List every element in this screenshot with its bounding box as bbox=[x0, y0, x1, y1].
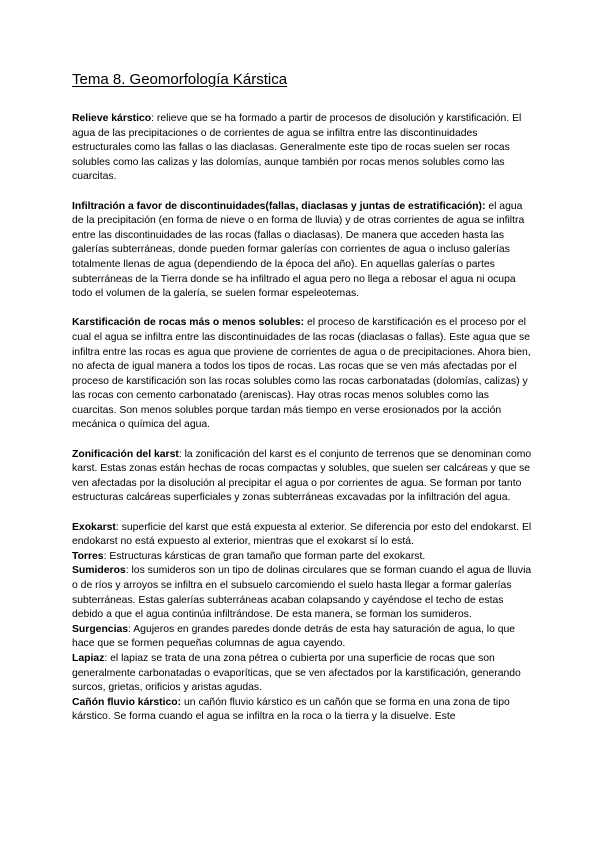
term-label: Lapiaz bbox=[72, 652, 105, 664]
glossary-surgencias bbox=[72, 623, 532, 652]
term-label: Zonificación del karst bbox=[72, 448, 179, 460]
paragraph-text: : relieve que se ha formado a partir de procesos de disolución y karstificación. El agua de las precipitaciones o de corrientes de agua se infiltra entre las discontinuidades estructurales como las fallas o las diaclasas. Generalmente este tipo de rocas suelen ser rocas solubles como las calizas y las dolomías, aunque también por rocas menos solubles como las cuarcitas. bbox=[72, 113, 522, 183]
glossary-canon-fluvio-karstico bbox=[72, 696, 532, 725]
term-label: Exokarst bbox=[72, 521, 116, 533]
term-label: Relieve kárstico bbox=[72, 113, 152, 124]
term-label: Cañón fluvio kárstico: bbox=[72, 696, 182, 708]
paragraph-text: : la zonificación del karst es el conjunto de terrenos que se denominan como karst. Estas zonas están hechas de rocas compactas y solubles, que suelen ser calcáreas y que se ven afectadas por la disolución al precipitar el agua o por corrientes de agua. Se forman por tanto estructuras calcáreas superficiales y zonas subterráneas excavadas por la infiltración del agua. bbox=[72, 448, 532, 504]
term-label: Karstificación de rocas más o menos solubles: bbox=[72, 317, 305, 329]
glossary-sumideros bbox=[72, 564, 532, 622]
glossary-text: : los sumideros son un tipo de dolinas circulares que se forman cuando el agua de lluvia o de ríos y arroyos se infiltra en el subsuelo carcomiendo el suelo hasta llegar a formar galerías subterráneas. Estas galerías subterráneas acaban colapsando y cayéndose el techo de estas debido a que el agua continúa infiltrándose. De esta manera, se forman los sumideros. bbox=[72, 565, 532, 621]
glossary-lapiaz bbox=[72, 652, 532, 696]
term-label: Infiltración a favor de discontinuidades(fallas, diaclasas y juntas de estratificación): bbox=[72, 200, 486, 212]
glossary-exokarst bbox=[72, 521, 532, 550]
glossary-text: : Estructuras kársticas de gran tamaño que forman parte del exokarst. bbox=[103, 550, 426, 562]
glossary-torres bbox=[72, 550, 532, 565]
paragraph-relieve-karstico bbox=[72, 112, 532, 185]
paragraph-text: el proceso de karstificación es el proceso por el cual el agua se infiltra entre las discontinuidades de las rocas (diaclasas o fallas). Este agua que se infiltra entre las rocas es agua que proviene de corrientes de agua o de precipitaciones. Ahora bien, no afecta de igual manera a todos los tipos de rocas. Las rocas que se ven más afectadas por el proceso de karstificación son las rocas solubles como las rocas carbonatadas (dolomías, calizas) y las rocas con cemento carbonatado (areniscas). Hay otras rocas menos solubles como las cuarcitas. Son menos solubles porque tardan más tiempo en verse erosionados por la acción mecánica o química del agua. bbox=[72, 317, 531, 431]
term-label: Torres bbox=[72, 550, 104, 562]
glossary-text: un cañón fluvio kárstico es un cañón que se forma en una zona de tipo kárstico. Se forma cuando el agua se infiltra en la roca o la tierra y la disuelve. Este bbox=[72, 696, 510, 723]
paragraph-text: el agua de la precipitación (en forma de nieve o en forma de lluvia) y de otras corrientes de agua se infiltra entre las discontinuidades de las rocas (fallas o diaclasas). De manera que acceden hasta las galerías subterráneas, donde pueden formar galerías con corrientes de agua o incluso galerías totalmente llenas de agua (dependiendo de la época del año). En aquellas galerías o partes subterráneas de la Tierra donde se ha infiltrado el agua pero no llega a rebosar el agua ni ocupa todo el volumen de la galería, se suelen formar espeleotemas. bbox=[72, 200, 525, 300]
paragraph-infiltracion bbox=[72, 200, 532, 302]
document-body bbox=[72, 112, 532, 725]
paragraph-karstificacion bbox=[72, 316, 532, 433]
page-title: Tema 8. Geomorfología Kárstica bbox=[72, 71, 288, 88]
term-label: Surgencias bbox=[72, 623, 129, 635]
paragraph-zonificacion bbox=[72, 448, 532, 506]
glossary-text: : Agujeros en grandes paredes donde detrás de esta hay saturación de agua, lo que hace que se formen pequeñas columnas de agua cayendo. bbox=[72, 623, 516, 650]
glossary-text: : superficie del karst que está expuesta al exterior. Se diferencia por esto del endokarst. El endokarst no está expuesto al exterior, mientras que el exokarst sí lo está. bbox=[72, 521, 532, 548]
term-label: Sumideros bbox=[72, 565, 126, 577]
glossary-text: : el lapiaz se trata de una zona pétrea o cubierta por una superficie de rocas que son generalmente carbonatadas o evaporíticas, que se ven afectados por la karstificación, generando surcos, grietas, orificios y aristas agudas. bbox=[72, 652, 521, 694]
